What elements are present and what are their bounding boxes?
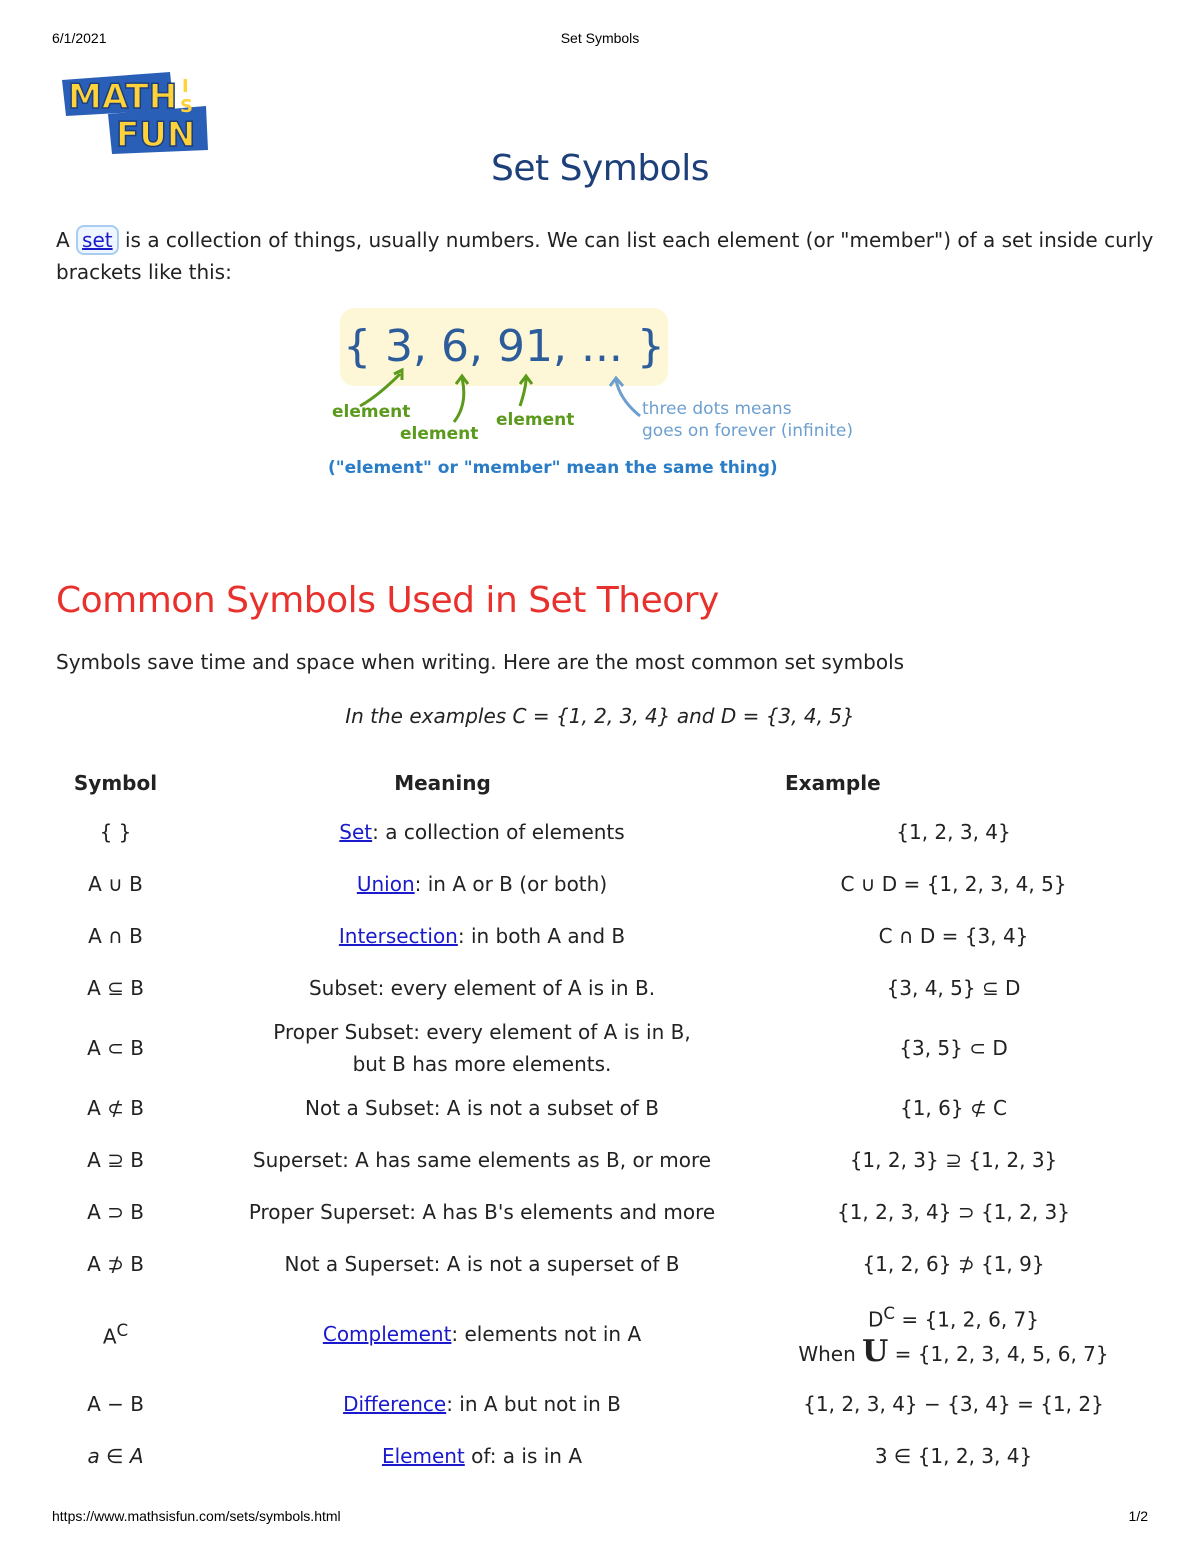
svg-text:MATH: MATH bbox=[68, 77, 178, 117]
svg-text:S: S bbox=[180, 96, 193, 117]
example-line-1 bbox=[786, 1298, 1121, 1336]
set-example-text: { 3, 6, 91, ... } bbox=[343, 321, 665, 372]
set-illustration bbox=[320, 300, 920, 490]
example-cell: {1, 6} ⊄ C bbox=[899, 1096, 1008, 1120]
table-row bbox=[52, 1014, 1122, 1082]
page-title: Set Symbols bbox=[491, 148, 709, 189]
print-date: 6/1/2021 bbox=[52, 30, 107, 46]
table-row bbox=[52, 858, 1122, 910]
element-link[interactable]: Element bbox=[381, 1444, 465, 1468]
example-text-2: = {1, 2, 3, 4, 5, 6, 7} bbox=[888, 1341, 1109, 1366]
example-superscript: C bbox=[883, 1304, 896, 1324]
example-cell: {1, 2, 3, 4} − {3, 4} = {1, 2} bbox=[803, 1392, 1104, 1416]
example-cell: {1, 2, 3, 4} ⊃ {1, 2, 3} bbox=[836, 1200, 1071, 1224]
example-cell bbox=[785, 1290, 1122, 1378]
example-prefix: When bbox=[798, 1341, 863, 1366]
table-row bbox=[52, 806, 1122, 858]
svg-text:FUN: FUN bbox=[116, 115, 196, 155]
section-description: Symbols save time and space when writing. Here are the most common set symbols bbox=[56, 650, 905, 674]
table-row bbox=[52, 1134, 1122, 1186]
print-url: https://www.mathsisfun.com/sets/symbols.html bbox=[52, 1508, 341, 1524]
table-row bbox=[52, 1430, 1122, 1482]
element-label-2: element bbox=[400, 424, 479, 444]
example-text: = {1, 2, 6, 7} bbox=[895, 1307, 1039, 1332]
element-label-3: element bbox=[496, 410, 575, 430]
dots-note-line1: three dots means bbox=[642, 399, 792, 419]
table-header-row bbox=[52, 760, 1122, 806]
meaning-line-2: but B has more elements. bbox=[352, 1052, 612, 1076]
dots-note-line2: goes on forever (infinite) bbox=[642, 421, 853, 441]
svg-text:I: I bbox=[182, 76, 189, 97]
meaning-text: : in A but not in B bbox=[446, 1392, 621, 1416]
table-row bbox=[52, 1082, 1122, 1134]
example-cell: C ∪ D = {1, 2, 3, 4, 5} bbox=[840, 872, 1067, 896]
example-cell: {1, 2, 3} ⊇ {1, 2, 3} bbox=[849, 1148, 1058, 1172]
symbol-cell: { } bbox=[99, 820, 132, 844]
meaning-cell bbox=[179, 1378, 785, 1430]
maths-is-fun-logo[interactable] bbox=[58, 58, 208, 158]
table-row bbox=[52, 1378, 1122, 1430]
intersection-link[interactable]: Intersection bbox=[338, 924, 458, 948]
meaning-text: of: a is in A bbox=[464, 1444, 583, 1468]
difference-link[interactable]: Difference bbox=[343, 1392, 447, 1416]
meaning-cell: Not a Superset: A is not a superset of B bbox=[284, 1252, 680, 1276]
meaning-cell: Proper Superset: A has B's elements and more bbox=[248, 1200, 716, 1224]
set-definition-link[interactable]: Set bbox=[339, 820, 373, 844]
dots-note bbox=[642, 398, 853, 442]
meaning-cell bbox=[179, 910, 785, 962]
example-cell: {3, 4, 5} ⊆ D bbox=[886, 976, 1021, 1000]
example-cell: {1, 2, 6} ⊅ {1, 9} bbox=[862, 1252, 1045, 1276]
print-header bbox=[52, 30, 1148, 50]
meaning-text: : in A or B (or both) bbox=[414, 872, 608, 896]
example-cell: C ∩ D = {3, 4} bbox=[878, 924, 1029, 948]
example-cell: {3, 5} ⊂ D bbox=[899, 1036, 1008, 1060]
meaning-cell bbox=[179, 806, 785, 858]
meaning-cell: Not a Subset: A is not a subset of B bbox=[305, 1096, 659, 1120]
symbol-base: A bbox=[102, 1324, 117, 1349]
table-row bbox=[52, 1290, 1122, 1378]
table-row bbox=[52, 962, 1122, 1014]
example-line-2 bbox=[786, 1333, 1121, 1370]
meaning-text: : in both A and B bbox=[457, 924, 626, 948]
table-row bbox=[52, 1238, 1122, 1290]
meaning-cell bbox=[179, 1430, 785, 1482]
section-title: Common Symbols Used in Set Theory bbox=[56, 580, 719, 621]
union-link[interactable]: Union bbox=[356, 872, 415, 896]
symbol-cell: A ⊃ B bbox=[87, 1200, 144, 1224]
same-thing-note: ("element" or "member" mean the same thing) bbox=[328, 458, 778, 478]
page-number: 1/2 bbox=[1128, 1508, 1148, 1524]
header-meaning: Meaning bbox=[394, 771, 491, 795]
intro-paragraph bbox=[56, 224, 1156, 288]
symbol-cell: A ⊄ B bbox=[87, 1096, 144, 1120]
intro-text: is a collection of things, usually numbers. We can list each element (or "member") of a set inside curly brackets like this: bbox=[56, 228, 1154, 284]
examples-note: In the examples C = {1, 2, 3, 4} and D = {3, 4, 5} bbox=[345, 704, 855, 728]
meaning-cell bbox=[179, 1014, 785, 1082]
header-example: Example bbox=[785, 771, 881, 795]
meaning-line-1: Proper Subset: every element of A is in B, bbox=[273, 1020, 691, 1044]
intro-prefix: A bbox=[56, 228, 77, 252]
example-base: D bbox=[867, 1307, 884, 1332]
symbol-cell: A − B bbox=[87, 1392, 144, 1416]
complement-link[interactable]: Complement bbox=[322, 1322, 452, 1346]
table-row bbox=[52, 910, 1122, 962]
symbol-cell: a ∈ A bbox=[87, 1444, 144, 1468]
symbol-cell: A ⊅ B bbox=[87, 1252, 144, 1276]
symbol-cell: A ∪ B bbox=[88, 872, 143, 896]
header-symbol: Symbol bbox=[73, 771, 158, 795]
meaning-cell: Superset: A has same elements as B, or more bbox=[252, 1148, 712, 1172]
meaning-cell bbox=[179, 858, 785, 910]
meaning-text: : a collection of elements bbox=[372, 820, 625, 844]
symbol-cell: A ⊂ B bbox=[87, 1036, 144, 1060]
symbol-superscript: C bbox=[116, 1321, 129, 1341]
symbol-cell: A ∩ B bbox=[88, 924, 143, 948]
example-cell: {1, 2, 3, 4} bbox=[896, 820, 1011, 844]
universal-set-symbol: U bbox=[862, 1333, 889, 1369]
meaning-cell: Subset: every element of A is in B. bbox=[308, 976, 656, 1000]
table-row bbox=[52, 1186, 1122, 1238]
symbol-cell: A ⊆ B bbox=[87, 976, 144, 1000]
example-cell: 3 ∈ {1, 2, 3, 4} bbox=[874, 1444, 1033, 1468]
meaning-text: : elements not in A bbox=[451, 1322, 642, 1346]
symbol-cell bbox=[52, 1290, 179, 1378]
set-link[interactable]: set bbox=[76, 225, 119, 255]
element-label-1: element bbox=[332, 402, 411, 422]
print-page-title: Set Symbols bbox=[560, 30, 640, 46]
meaning-cell bbox=[179, 1290, 785, 1378]
symbol-cell: A ⊇ B bbox=[87, 1148, 144, 1172]
set-symbols-table bbox=[52, 760, 1122, 1482]
